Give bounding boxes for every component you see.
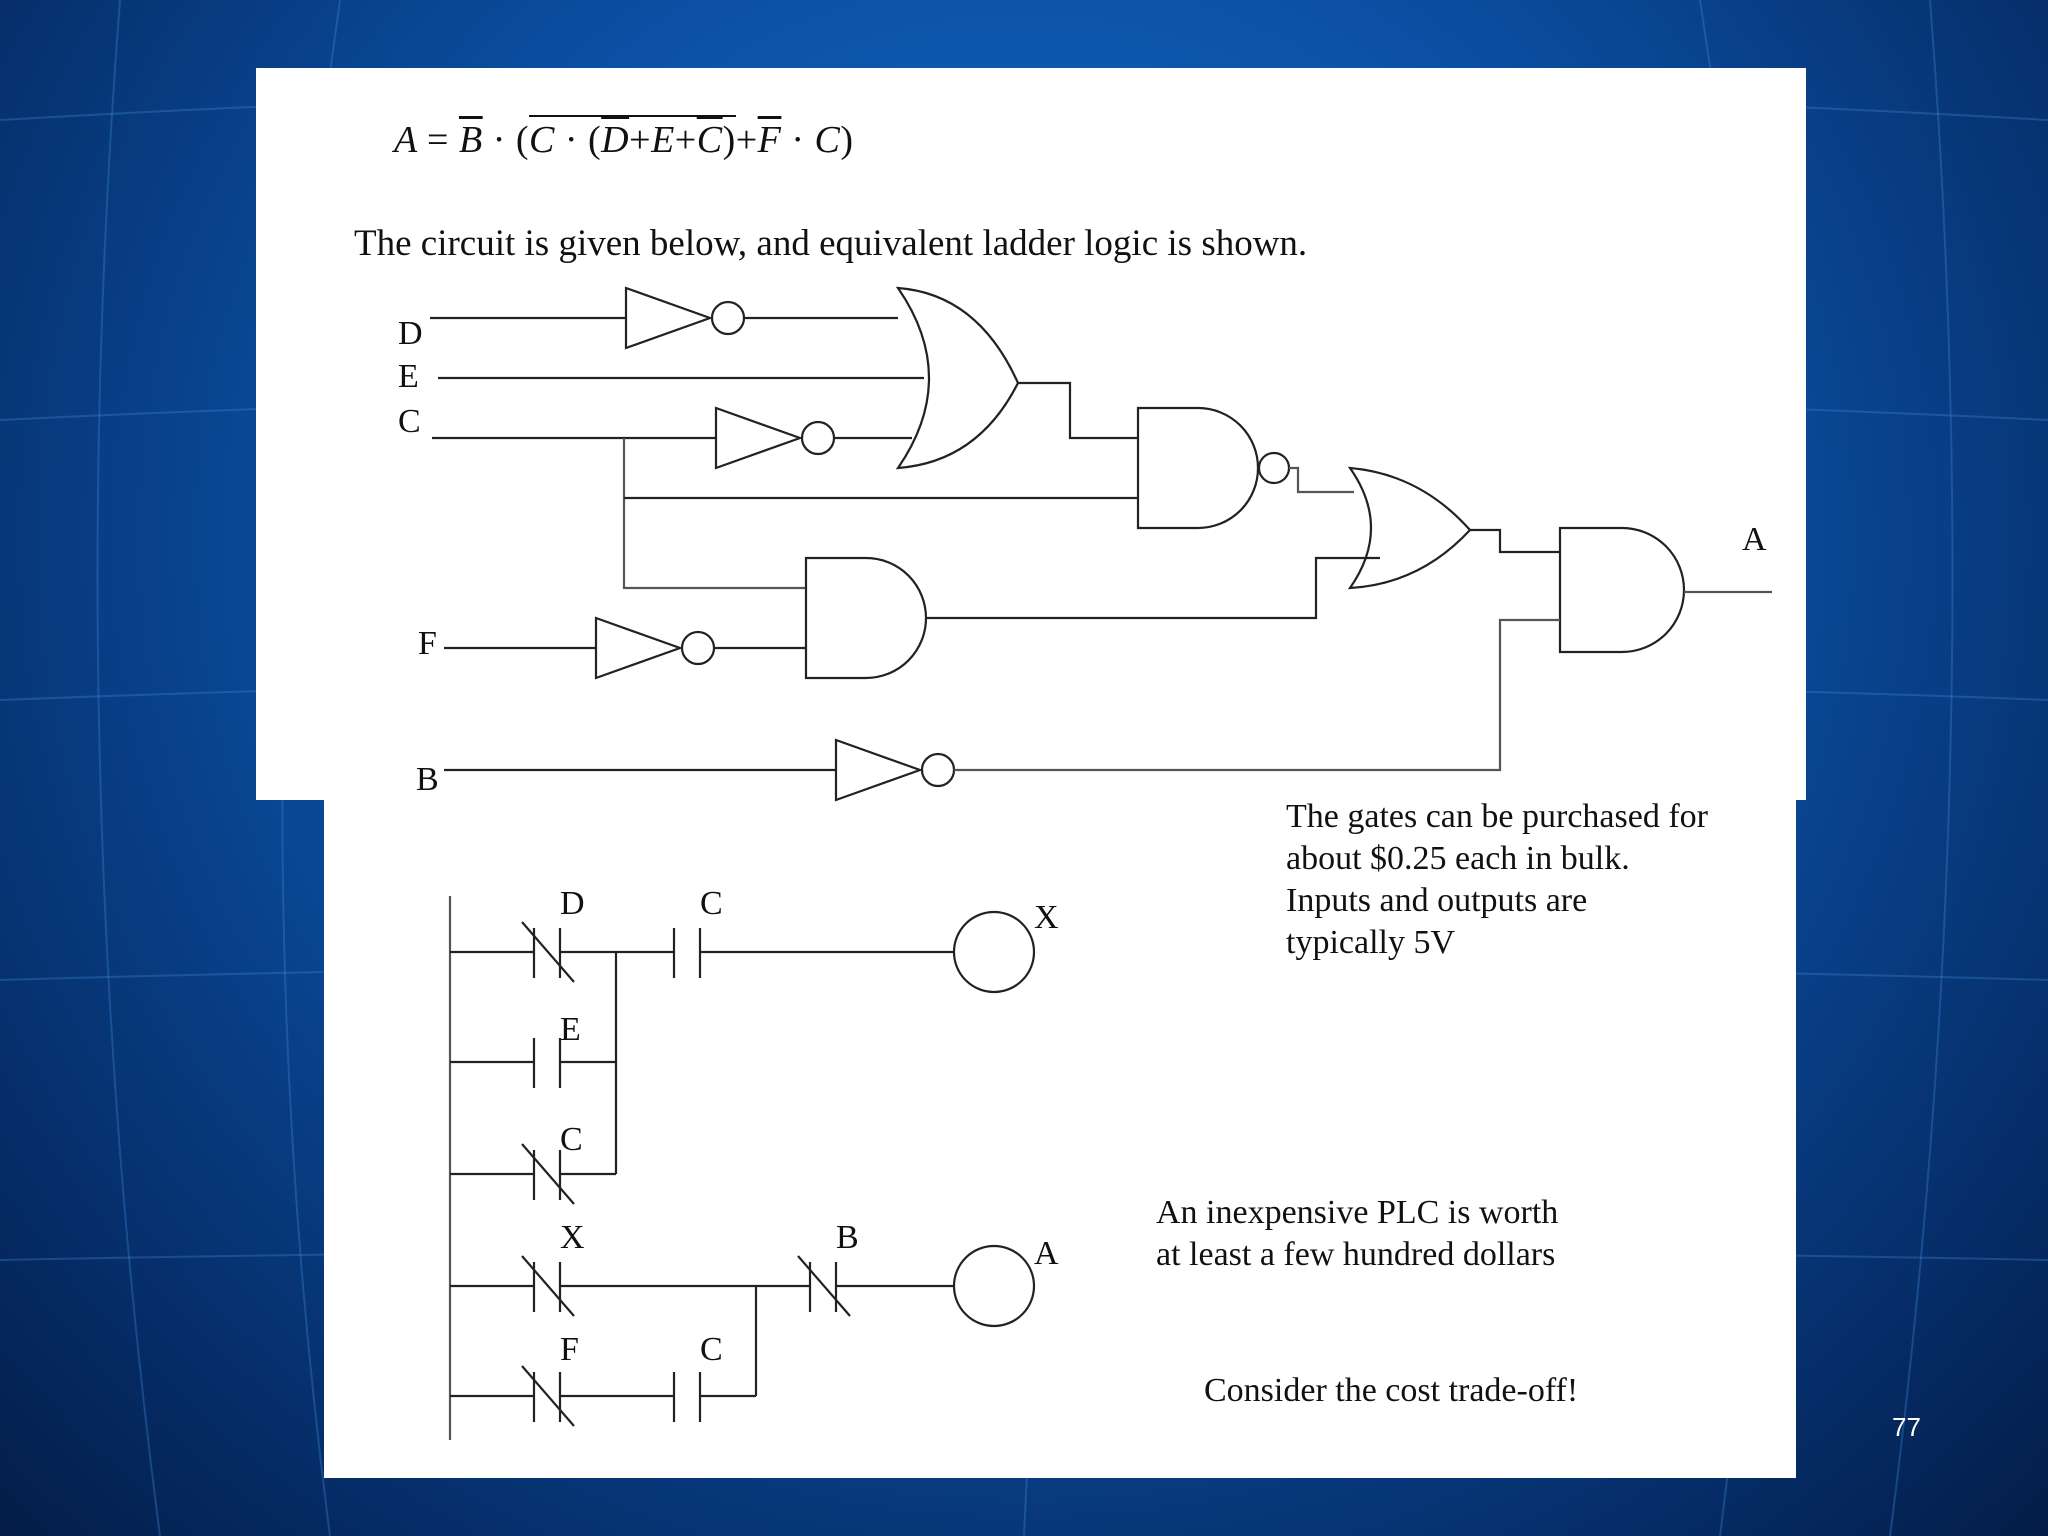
not-gate-b bbox=[836, 740, 920, 800]
eq-dot-3: · bbox=[791, 119, 805, 161]
contact-no-e bbox=[534, 1038, 560, 1088]
eq-close-paren: ) bbox=[840, 119, 854, 161]
input-label-d: D bbox=[398, 315, 423, 352]
eq-dot-2: · bbox=[564, 119, 579, 161]
eq-open-paren: ( bbox=[515, 119, 529, 161]
coil-label-a: A bbox=[1034, 1235, 1059, 1272]
note-plc-cost bbox=[1156, 1192, 1558, 1276]
eq-e: E bbox=[651, 119, 675, 161]
contact-label-x: X bbox=[560, 1219, 585, 1256]
and-gate-final bbox=[1560, 528, 1684, 652]
input-label-f: F bbox=[418, 625, 437, 662]
not-gate-f bbox=[596, 618, 680, 678]
eq-close-paren-2: ) bbox=[722, 119, 736, 161]
eq-c-bar: $\overline{C}$ bbox=[696, 119, 723, 161]
not-bubble-c bbox=[802, 422, 834, 454]
eq-b-bar: $\overline{B}$ bbox=[458, 119, 483, 161]
eq-c2: C bbox=[814, 119, 841, 161]
output-label-a: A bbox=[1742, 521, 1767, 558]
wire-and-fc-out bbox=[926, 558, 1380, 618]
not-gate-c bbox=[716, 408, 800, 468]
note-cost-line-2: about $0.25 each in bulk. bbox=[1286, 840, 1630, 877]
eq-c1: C bbox=[529, 119, 555, 161]
note-cost-line-1: The gates can be purchased for bbox=[1286, 798, 1708, 835]
not-bubble-b bbox=[922, 754, 954, 786]
not-bubble-f bbox=[682, 632, 714, 664]
note-plc-line-1: An inexpensive PLC is worth bbox=[1156, 1194, 1559, 1231]
contact-label-e: E bbox=[560, 1011, 581, 1048]
input-label-b: B bbox=[416, 761, 439, 798]
eq-f-bar: $\overline{F}$ bbox=[757, 119, 782, 161]
contact-no-c bbox=[674, 928, 700, 978]
contact-label-c-2: C bbox=[700, 1331, 723, 1368]
or-gate-2 bbox=[1350, 468, 1470, 588]
note-cost-line-4: typically 5V bbox=[1286, 924, 1456, 961]
coil-a bbox=[954, 1246, 1034, 1326]
wire-or1-out bbox=[1018, 383, 1138, 438]
nand-gate bbox=[1138, 408, 1258, 528]
contact-label-f: F bbox=[560, 1331, 579, 1368]
input-label-c: C bbox=[398, 403, 421, 440]
note-cost-line-3: Inputs and outputs are bbox=[1286, 882, 1588, 919]
wire-or2-out bbox=[1470, 530, 1560, 552]
coil-label-x: X bbox=[1034, 899, 1059, 936]
contact-label-b: B bbox=[836, 1219, 859, 1256]
contact-no-c-2 bbox=[674, 1372, 700, 1422]
eq-plus-2: + bbox=[674, 119, 697, 161]
eq-equals: = bbox=[427, 119, 449, 161]
eq-lhs: A bbox=[394, 119, 418, 161]
and-gate-fc bbox=[806, 558, 926, 678]
eq-plus-1: + bbox=[629, 119, 652, 161]
caption-text: The circuit is given below, and equivalent ladder logic is shown. bbox=[354, 223, 1308, 264]
contact-label-d: D bbox=[560, 885, 585, 922]
contact-label-c: C bbox=[700, 885, 723, 922]
nand-bubble bbox=[1259, 453, 1289, 483]
coil-x bbox=[954, 912, 1034, 992]
contact-label-c-bar: C bbox=[560, 1121, 583, 1158]
not-bubble-d bbox=[712, 302, 744, 334]
note-gate-cost bbox=[1286, 796, 1708, 964]
eq-plus-3: + bbox=[735, 119, 758, 161]
eq-open-paren-2: ( bbox=[588, 119, 602, 161]
wire-nand-out bbox=[1289, 468, 1354, 492]
wire-b-out bbox=[954, 620, 1560, 770]
not-gate-d bbox=[626, 288, 710, 348]
eq-d-bar: $\overline{D}$ bbox=[601, 119, 630, 161]
note-plc-line-2: at least a few hundred dollars bbox=[1156, 1236, 1556, 1273]
slide-number: 77 bbox=[1892, 1412, 1921, 1442]
note-tradeoff: Consider the cost trade-off! bbox=[1204, 1372, 1579, 1409]
input-label-e: E bbox=[398, 358, 419, 395]
eq-dot-1: · bbox=[492, 119, 506, 161]
